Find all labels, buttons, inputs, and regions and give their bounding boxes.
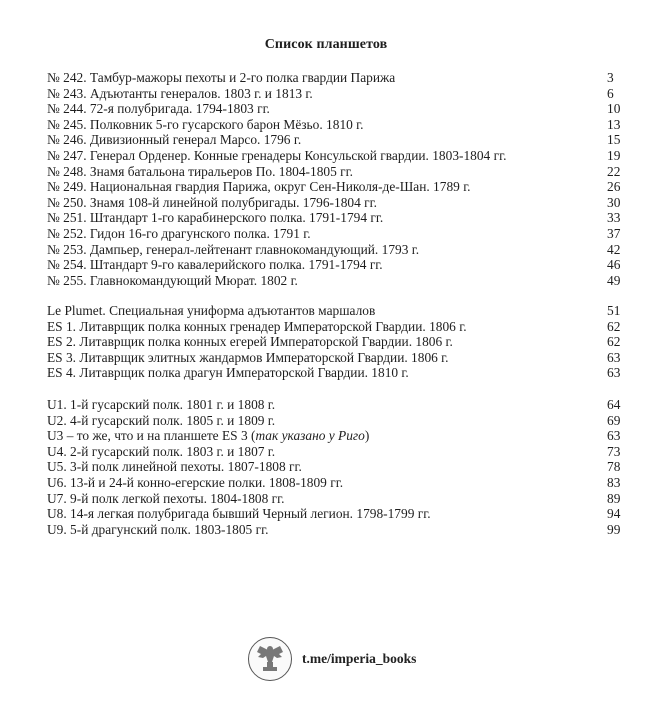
toc-entry-text: № 253. Дампьер, генерал-лейтенант главнокомандующий. 1793 г.: [47, 241, 420, 257]
toc-entry-title: [47, 397, 275, 413]
toc-entry[interactable]: [47, 148, 637, 164]
toc-entry[interactable]: [47, 86, 637, 102]
plates-list-special: [47, 303, 637, 381]
toc-entry-title: [47, 444, 275, 460]
plates-list-uniforms: [47, 397, 637, 537]
toc-entry-title: [47, 70, 395, 86]
toc-entry-title: [47, 475, 343, 491]
toc-entry-page: 94: [607, 506, 621, 522]
toc-entry[interactable]: [47, 428, 637, 444]
toc-entry-title: [47, 459, 302, 475]
toc-entry-page: 99: [607, 521, 621, 537]
toc-entry-page: 78: [607, 459, 621, 475]
toc-entry-page: 46: [607, 257, 621, 273]
toc-entry-title: [47, 365, 409, 381]
toc-entry[interactable]: [47, 444, 637, 460]
toc-entry-text: № 250. Знамя 108-й линейной полубригады. 1796-1804 гг.: [47, 194, 377, 210]
toc-entry-page: 64: [607, 397, 621, 412]
toc-entry-title: [47, 303, 375, 319]
toc-entry-page: 3: [607, 70, 614, 85]
toc-entry-page: 15: [607, 132, 621, 148]
toc-entry-page: 30: [607, 194, 621, 210]
toc-entry[interactable]: [47, 117, 637, 133]
toc-entry-page: 42: [607, 241, 621, 257]
toc-entry-text: № 247. Генерал Орденер. Конные гренадеры Консульской гвардии. 1803-1804 гг.: [47, 147, 507, 163]
toc-entry-title: [47, 132, 301, 148]
toc-entry-title: [47, 428, 369, 444]
toc-entry[interactable]: [47, 132, 637, 148]
toc-entry-text: U9. 5-й драгунский полк. 1803-1805 гг.: [47, 521, 269, 537]
toc-entry-text: U5. 3-й полк линейной пехоты. 1807-1808 гг.: [47, 459, 302, 475]
toc-entry-page: 6: [607, 85, 614, 101]
toc-entry-page: 26: [607, 179, 621, 195]
toc-entry-page: 49: [607, 272, 621, 288]
toc-entry[interactable]: [47, 210, 637, 226]
toc-entry-text: № 254. Штандарт 9-го кавалерийского полка. 1791-1794 гг.: [47, 257, 383, 273]
toc-entry[interactable]: [47, 459, 637, 475]
toc-entry-text: U8. 14-я легкая полубригада бывший Черный легион. 1798-1799 гг.: [47, 506, 431, 522]
toc-entry-page: 89: [607, 490, 621, 506]
toc-entry-title: [47, 164, 353, 180]
toc-entry-page: 83: [607, 474, 621, 490]
toc-entry-text-end: ): [364, 428, 370, 444]
toc-entry-text: № 243. Адъютанты генералов. 1803 г. и 1813 г.: [47, 85, 313, 101]
toc-entry-page: 37: [607, 225, 621, 241]
toc-entry-text: Le Plumet. Специальная униформа адъютантов маршалов: [47, 303, 376, 318]
toc-entry-title: [47, 350, 449, 366]
toc-entry[interactable]: [47, 179, 637, 195]
toc-entry-title: [47, 101, 270, 117]
footer: [248, 637, 416, 681]
toc-entry-title: [47, 491, 284, 507]
toc-entry-text: № 242. Тамбур-мажоры пехоты и 2-го полка гвардии Парижа: [47, 70, 396, 85]
toc-entry-title: [47, 179, 471, 195]
toc-entry-page: 63: [607, 365, 621, 381]
toc-entry-title: [47, 257, 383, 273]
toc-entry-title: [47, 413, 275, 429]
toc-entry-text: U4. 2-й гусарский полк. 1803 г. и 1807 г.: [47, 443, 276, 459]
toc-entry[interactable]: [47, 226, 637, 242]
toc-entry-title: [47, 210, 383, 226]
toc-entry[interactable]: [47, 413, 637, 429]
toc-entry-title: [47, 319, 467, 335]
toc-entry-text: U7. 9-й полк легкой пехоты. 1804-1808 гг.: [47, 490, 285, 506]
telegram-link[interactable]: t.me/imperia_books: [302, 651, 417, 666]
toc-entry[interactable]: [47, 303, 637, 319]
toc-entry[interactable]: [47, 195, 637, 211]
toc-entry-title: [47, 242, 419, 258]
plates-list-main: [47, 70, 637, 288]
toc-entry-text: U1. 1-й гусарский полк. 1801 г. и 1808 г.: [47, 397, 276, 412]
toc-entry-text: U3 – то же, что и на планшете ES 3 (: [47, 428, 256, 444]
toc-entry-text: № 245. Полковник 5-го гусарского барон Мёзьо. 1810 г.: [47, 116, 364, 132]
toc-entry-text: ES 2. Литаврщик полка конных егерей Императорской Гвардии. 1806 г.: [47, 334, 453, 350]
eagle-emblem-icon: [248, 637, 292, 681]
toc-entry-page: 63: [607, 428, 621, 444]
toc-entry[interactable]: [47, 334, 637, 350]
toc-entry-title: [47, 148, 506, 164]
toc-entry-text: № 244. 72-я полубригада. 1794-1803 гг.: [47, 101, 270, 117]
toc-entry-page: 62: [607, 334, 621, 350]
toc-entry[interactable]: [47, 164, 637, 180]
toc-entry-page: 63: [607, 349, 621, 365]
toc-entry[interactable]: [47, 365, 637, 381]
toc-entry-text: № 252. Гидон 16-го драгунского полка. 1791 г.: [47, 225, 311, 241]
toc-entry-text: № 255. Главнокомандующий Мюрат. 1802 г.: [47, 272, 298, 288]
toc-entry[interactable]: [47, 319, 637, 335]
toc-entry[interactable]: [47, 522, 637, 538]
toc-entry-text: ES 3. Литаврщик элитных жандармов Императорской Гвардии. 1806 г.: [47, 349, 449, 365]
toc-entry-title: [47, 334, 453, 350]
toc-entry-text: № 249. Национальная гвардия Парижа, округ Сен-Николя-де-Шан. 1789 г.: [47, 179, 471, 195]
toc-entry-text: № 248. Знамя батальона тиральеров По. 1804-1805 гг.: [47, 163, 353, 179]
toc-entry-text: № 251. Штандарт 1-го карабинерского полка. 1791-1794 гг.: [47, 210, 384, 226]
toc-entry-page: 69: [607, 412, 621, 428]
toc-entry-text: U2. 4-й гусарский полк. 1805 г. и 1809 г.: [47, 412, 276, 428]
toc-entry-text: ES 1. Литаврщик полка конных гренадер Императорской Гвардии. 1806 г.: [47, 318, 467, 334]
toc-entry-page: 22: [607, 163, 621, 179]
toc-entry[interactable]: [47, 506, 637, 522]
toc-entry[interactable]: [47, 475, 637, 491]
toc-entry-title: [47, 226, 311, 242]
toc-entry-title: [47, 522, 268, 538]
toc-entry-page: 10: [607, 101, 621, 117]
toc-entry[interactable]: [47, 491, 637, 507]
toc-entry[interactable]: [47, 257, 637, 273]
toc-entry[interactable]: [47, 242, 637, 258]
toc-entry-page: 33: [607, 210, 621, 226]
toc-entry-page: 51: [607, 303, 621, 318]
toc-entry-note: так указано у Риго: [255, 428, 365, 444]
toc-entry[interactable]: [47, 273, 637, 289]
toc-entry-page: 19: [607, 147, 621, 163]
toc-entry-text: ES 4. Литаврщик полка драгун Императорской Гвардии. 1810 г.: [47, 365, 409, 381]
toc-entry-page: 73: [607, 443, 621, 459]
toc-entry-title: [47, 506, 431, 522]
toc-entry-title: [47, 86, 313, 102]
toc-entry-page: 62: [607, 318, 621, 334]
toc-entry-title: [47, 195, 377, 211]
toc-entry[interactable]: [47, 101, 637, 117]
toc-entry[interactable]: [47, 397, 637, 413]
toc-entry-page: 13: [607, 116, 621, 132]
toc-entry-text: U6. 13-й и 24-й конно-егерские полки. 1808-1809 гг.: [47, 474, 344, 490]
toc-entry-title: [47, 273, 298, 289]
toc-entry[interactable]: [47, 350, 637, 366]
toc-entry-text: № 246. Дивизионный генерал Марсо. 1796 г.: [47, 132, 302, 148]
page-title: Список планшетов: [264, 37, 388, 52]
toc-entry[interactable]: [47, 70, 637, 86]
toc-entry-title: [47, 117, 364, 133]
